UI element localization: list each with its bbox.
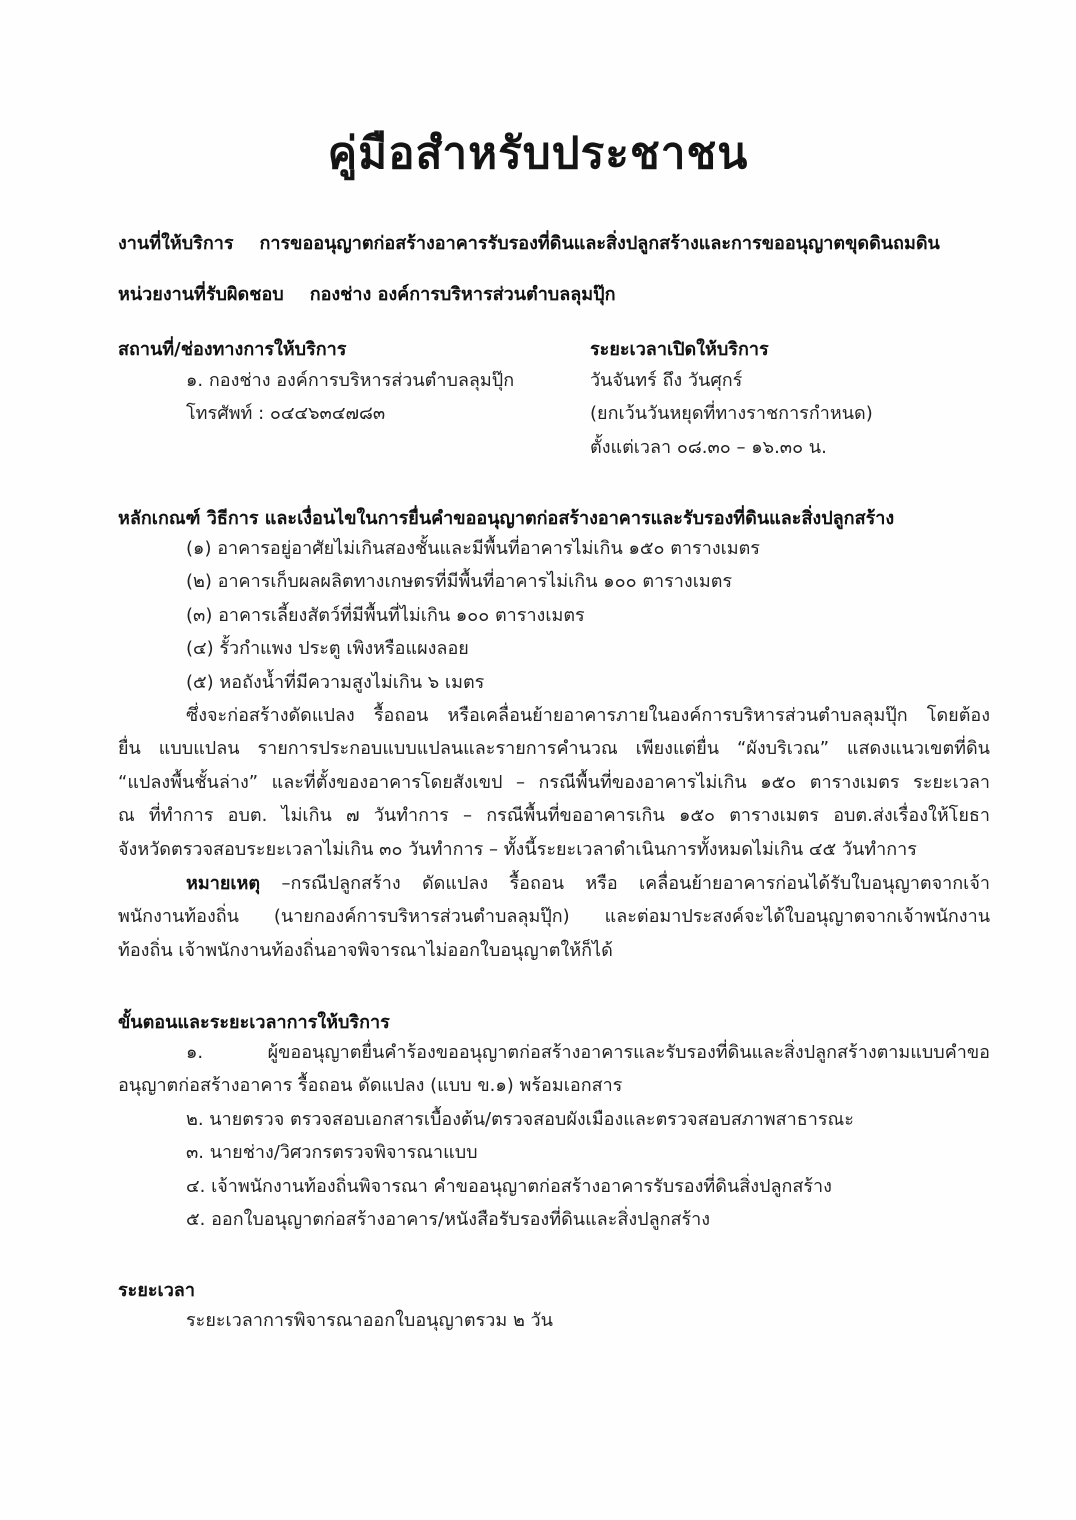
hours-days: วันจันทร์ ถึง วันศุกร์ (590, 370, 743, 391)
service-label: งานที่ให้บริการ (118, 233, 234, 254)
service-value: การขออนุญาตก่อสร้างอาคารรับรองที่ดินและสิ่งปลูกสร้างและการขออนุญาตขุดดินถมดิน (259, 233, 940, 254)
criteria-paragraph-line: ยื่น แบบแปลน รายการประกอบแบบแปลนและรายการคำนวณ เพียงแต่ยื่น “ผังบริเวณ” แสดงแนวเขตที่ดิน (118, 738, 990, 759)
hours-time: ตั้งแต่เวลา ๐๘.๓๐ – ๑๖.๓๐ น. (590, 437, 827, 458)
step-item: ๒. นายตรวจ ตรวจสอบเอกสารเบื้องต้น/ตรวจสอบผังเมืองและตรวจสอบสภาพสาธารณะ (186, 1109, 854, 1130)
hours-except: (ยกเว้นวันหยุดที่ทางราชการกำหนด) (590, 403, 873, 424)
location-phone: โทรศัพท์ : ๐๔๔๖๓๔๗๘๓ (186, 403, 386, 424)
criteria-item: (๕) หอถังน้ำที่มีความสูงไม่เกิน ๖ เมตร (186, 672, 485, 693)
note-line (118, 872, 990, 896)
agency-value: กองช่าง องค์การบริหารส่วนตำบลลุมปุ๊ก (309, 284, 616, 305)
location-item: ๑. กองช่าง องค์การบริหารส่วนตำบลลุมปุ๊ก (186, 370, 515, 391)
criteria-paragraph-line: ณ ที่ทำการ อบต. ไม่เกิน ๗ วันทำการ – กรณีพื้นที่ขออาคารเกิน ๑๕๐ ตารางเมตร อบต.ส่งเรื่องให้โยธา (118, 805, 990, 826)
service-row (118, 232, 940, 256)
location-heading: สถานที่/ช่องทางการให้บริการ (118, 339, 347, 360)
step-item: ๕. ออกใบอนุญาตก่อสร้างอาคาร/หนังสือรับรองที่ดินและสิ่งปลูกสร้าง (186, 1209, 711, 1230)
step-line: อนุญาตก่อสร้างอาคาร รื้อถอน ดัดแปลง (แบบ ข.๑) พร้อมเอกสาร (118, 1075, 623, 1096)
criteria-item: (๔) รั้วกำแพง ประตู เพิงหรือแผงลอย (186, 638, 469, 659)
agency-label: หน่วยงานที่รับผิดชอบ (118, 284, 284, 305)
criteria-item: (๑) อาคารอยู่อาศัยไม่เกินสองชั้นและมีพื้นที่อาคารไม่เกิน ๑๕๐ ตารางเมตร (186, 538, 760, 559)
step-line: ๑. ผู้ขออนุญาตยื่นคำร้องขออนุญาตก่อสร้างอาคารและรับรองที่ดินและสิ่งปลูกสร้างตามแบบคำขอ (186, 1042, 990, 1063)
criteria-item: (๒) อาคารเก็บผลผลิตทางเกษตรที่มีพื้นที่อาคารไม่เกิน ๑๐๐ ตารางเมตร (186, 571, 733, 592)
duration-heading: ระยะเวลา (118, 1280, 195, 1301)
criteria-item: (๓) อาคารเลี้ยงสัตว์ที่มีพื้นที่ไม่เกิน ๑๐๐ ตารางเมตร (186, 605, 585, 626)
note-label: หมายเหตุ (186, 873, 261, 894)
note-text: –กรณีปลูกสร้าง ดัดแปลง รื้อถอน หรือ เคลื่อนย้ายอาคารก่อนได้รับใบอนุญาตจากเจ้า (281, 873, 990, 894)
duration-text: ระยะเวลาการพิจารณาออกใบอนุญาตรวม ๒ วัน (186, 1310, 553, 1331)
note-line: พนักงานท้องถิ่น (นายกองค์การบริหารส่วนตำบลลุมปุ๊ก) และต่อมาประสงค์จะได้ใบอนุญาตจากเจ้าพนักงาน (118, 906, 990, 927)
steps-heading: ขั้นตอนและระยะเวลาการให้บริการ (118, 1012, 390, 1033)
agency-row (118, 283, 616, 307)
step-item: ๓. นายช่าง/วิศวกรตรวจพิจารณาแบบ (186, 1142, 478, 1163)
note-line: ท้องถิ่น เจ้าพนักงานท้องถิ่นอาจพิจารณาไม่ออกใบอนุญาตให้ก็ได้ (118, 940, 613, 961)
criteria-paragraph-line: ซึ่งจะก่อสร้างดัดแปลง รื้อถอน หรือเคลื่อนย้ายอาคารภายในองค์การบริหารส่วนตำบลลุมปุ๊ก โดยต้อง (186, 705, 990, 726)
criteria-paragraph-line: จังหวัดตรวจสอบระยะเวลาไม่เกิน ๓๐ วันทำการ – ทั้งนี้ระยะเวลาดำเนินการทั้งหมดไม่เกิน ๔๕ วันทำการ (118, 839, 917, 860)
step-item: ๔. เจ้าพนักงานท้องถิ่นพิจารณา คำขออนุญาตก่อสร้างอาคารรับรองที่ดินสิ่งปลูกสร้าง (186, 1176, 832, 1197)
criteria-paragraph-line: “แปลงพื้นชั้นล่าง” และที่ตั้งของอาคารโดยสังเขป – กรณีพื้นที่ของอาคารไม่เกิน ๑๕๐ ตารางเมตร ระยะเวลา (118, 772, 990, 793)
criteria-heading: หลักเกณฑ์ วิธีการ และเงื่อนไขในการยื่นคำขออนุญาตก่อสร้างอาคารและรับรองที่ดินและสิ่งปลูกสร้าง (118, 508, 895, 529)
page-title: คู่มือสำหรับประชาชน (327, 128, 749, 179)
hours-heading: ระยะเวลาเปิดให้บริการ (590, 339, 769, 360)
